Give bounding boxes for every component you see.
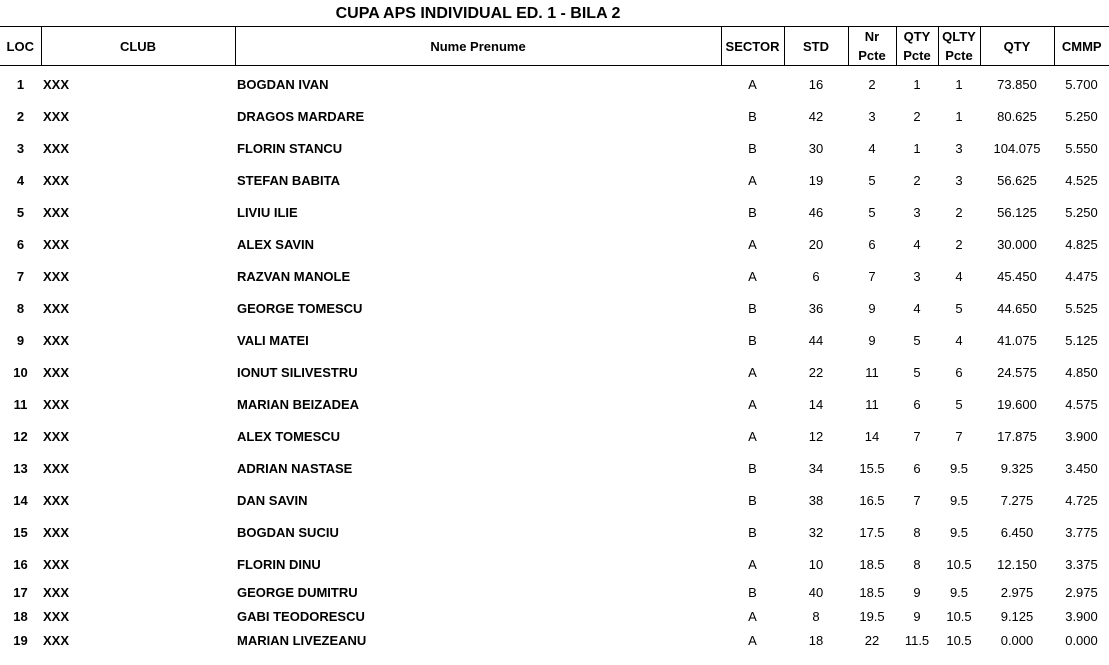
cell-club: XXX [43, 268, 70, 284]
cell-qlty-pcte: 6 [955, 364, 963, 380]
cell-loc: 5 [16, 204, 25, 220]
cell-qlty-pcte: 4 [955, 268, 963, 284]
cell-cmmp: 5.550 [1065, 140, 1098, 156]
cell-loc: 14 [13, 492, 28, 508]
cell-loc: 11 [13, 396, 28, 412]
cell-club: XXX [43, 204, 70, 220]
cell-qty-pcte: 3 [913, 204, 921, 220]
cell-sector: A [748, 236, 757, 252]
header-qty-pcte [896, 27, 938, 66]
cell-loc: 10 [13, 364, 28, 380]
table-row [0, 196, 1109, 228]
cell-cmmp: 4.825 [1065, 236, 1098, 252]
table-row [0, 260, 1109, 292]
cell-qlty-pcte: 3 [955, 172, 963, 188]
cell-name: FLORIN DINU [237, 556, 321, 572]
cell-loc: 15 [13, 524, 28, 540]
cell-std: 16 [808, 76, 824, 92]
cell-cmmp: 0.000 [1065, 632, 1098, 648]
cell-nr-pcte: 17.5 [859, 524, 885, 540]
cell-nr-pcte: 14 [864, 428, 880, 444]
cell-name: FLORIN STANCU [237, 140, 343, 156]
cell-club: XXX [43, 332, 70, 348]
cell-club: XXX [43, 584, 70, 600]
cell-std: 14 [808, 396, 824, 412]
cell-sector: B [748, 584, 757, 600]
cell-cmmp: 4.850 [1065, 364, 1098, 380]
cell-nr-pcte: 2 [868, 76, 876, 92]
table-row [0, 604, 1109, 628]
cell-cmmp: 3.450 [1065, 460, 1098, 476]
cell-sector: A [748, 632, 757, 648]
cell-qty: 73.850 [997, 76, 1037, 92]
cell-qlty-pcte: 2 [955, 236, 963, 252]
cell-cmmp: 5.250 [1065, 204, 1098, 220]
cell-cmmp: 5.700 [1065, 76, 1098, 92]
cell-nr-pcte: 11 [865, 364, 879, 380]
cell-nr-pcte: 19.5 [859, 608, 885, 624]
header-nr-pcte-line2: Pcte [858, 48, 886, 63]
table-row [0, 292, 1109, 324]
header-club: CLUB [41, 27, 235, 66]
cell-qlty-pcte: 9.5 [949, 460, 969, 476]
cell-qty: 6.450 [1000, 524, 1034, 540]
cell-loc: 1 [16, 76, 25, 92]
cell-cmmp: 5.250 [1065, 108, 1098, 124]
header-std: STD [784, 27, 848, 66]
table-row [0, 388, 1109, 420]
cell-cmmp: 4.725 [1065, 492, 1098, 508]
cell-name: STEFAN BABITA [237, 172, 341, 188]
cell-name: GEORGE DUMITRU [237, 584, 358, 600]
table-row [0, 580, 1109, 604]
cell-cmmp: 4.475 [1065, 268, 1098, 284]
table-row [0, 420, 1109, 452]
cell-club: XXX [43, 300, 70, 316]
table-row [0, 356, 1109, 388]
cell-sector: A [748, 428, 757, 444]
header-nr-pcte-line1: Nr [864, 29, 880, 44]
cell-name: DRAGOS MARDARE [237, 108, 365, 124]
cell-name: VALI MATEI [237, 332, 309, 348]
cell-club: XXX [43, 108, 70, 124]
cell-cmmp: 4.525 [1065, 172, 1098, 188]
cell-qlty-pcte: 9.5 [949, 524, 969, 540]
cell-sector: B [748, 204, 757, 220]
cell-qty: 0.000 [1000, 632, 1034, 648]
cell-sector: A [748, 556, 757, 572]
cell-cmmp: 5.525 [1065, 300, 1098, 316]
cell-cmmp: 4.575 [1065, 396, 1098, 412]
cell-loc: 12 [13, 428, 28, 444]
cell-name: GABI TEODORESCU [237, 608, 365, 624]
cell-loc: 4 [16, 172, 25, 188]
cell-nr-pcte: 5 [868, 204, 876, 220]
cell-loc: 17 [13, 584, 28, 600]
cell-std: 8 [812, 608, 820, 624]
header-sector: SECTOR [721, 27, 784, 66]
header-qty: QTY [980, 27, 1054, 66]
cell-nr-pcte: 3 [868, 108, 876, 124]
header-cmmp: CMMP [1054, 27, 1109, 66]
cell-club: XXX [43, 460, 70, 476]
cell-qty: 9.125 [1000, 608, 1034, 624]
cell-qty: 17.875 [997, 428, 1037, 444]
cell-qty: 45.450 [997, 268, 1037, 284]
cell-qty: 12.150 [997, 556, 1037, 572]
cell-qty-pcte: 8 [913, 556, 921, 572]
cell-club: XXX [43, 364, 70, 380]
cell-qty-pcte: 7 [913, 428, 921, 444]
cell-std: 32 [808, 524, 824, 540]
cell-club: XXX [43, 428, 70, 444]
cell-std: 12 [808, 428, 824, 444]
cell-std: 44 [808, 332, 824, 348]
cell-name: MARIAN LIVEZEANU [237, 632, 367, 648]
cell-qty: 2.975 [1000, 584, 1034, 600]
cell-nr-pcte: 6 [868, 236, 876, 252]
cell-qty: 24.575 [997, 364, 1037, 380]
cell-club: XXX [43, 140, 70, 156]
cell-qty-pcte: 9 [913, 584, 921, 600]
cell-loc: 19 [13, 632, 28, 648]
cell-std: 10 [808, 556, 824, 572]
table-row [0, 100, 1109, 132]
cell-cmmp: 3.775 [1065, 524, 1098, 540]
cell-name: BOGDAN IVAN [237, 76, 329, 92]
cell-sector: B [748, 140, 757, 156]
cell-sector: A [748, 268, 757, 284]
cell-club: XXX [43, 396, 70, 412]
header-qlty-pcte-line2: Pcte [945, 48, 973, 63]
cell-qty: 19.600 [997, 396, 1037, 412]
cell-qlty-pcte: 10.5 [946, 556, 972, 572]
cell-qty: 80.625 [997, 108, 1037, 124]
cell-sector: A [748, 608, 757, 624]
cell-nr-pcte: 7 [868, 268, 876, 284]
cell-sector: A [748, 76, 757, 92]
cell-cmmp: 5.125 [1065, 332, 1098, 348]
cell-name: ALEX SAVIN [237, 236, 315, 252]
cell-qlty-pcte: 9.5 [949, 584, 969, 600]
cell-qlty-pcte: 1 [955, 76, 963, 92]
results-table [0, 26, 1109, 652]
table-row [0, 516, 1109, 548]
cell-club: XXX [43, 556, 70, 572]
cell-qlty-pcte: 1 [955, 108, 963, 124]
table-row [0, 66, 1109, 101]
sheet-title: CUPA APS INDIVIDUAL ED. 1 - BILA 2 [335, 5, 621, 22]
cell-loc: 7 [16, 268, 25, 284]
cell-qty-pcte: 2 [913, 108, 921, 124]
cell-qty: 41.075 [997, 332, 1037, 348]
header-nr-pcte [848, 27, 896, 66]
cell-name: RAZVAN MANOLE [237, 268, 351, 284]
cell-club: XXX [43, 608, 70, 624]
table-row [0, 452, 1109, 484]
cell-qty-pcte: 5 [913, 364, 921, 380]
cell-nr-pcte: 22 [864, 632, 880, 648]
cell-nr-pcte: 9 [868, 332, 876, 348]
cell-loc: 18 [13, 608, 28, 624]
cell-name: LIVIU ILIE [237, 204, 298, 220]
cell-qlty-pcte: 3 [955, 140, 963, 156]
cell-std: 46 [808, 204, 824, 220]
cell-sector: A [748, 172, 757, 188]
cell-std: 22 [808, 364, 824, 380]
cell-nr-pcte: 18.5 [859, 584, 885, 600]
cell-qty-pcte: 1 [913, 140, 921, 156]
cell-cmmp: 3.900 [1065, 428, 1098, 444]
cell-qty-pcte: 11.5 [904, 632, 930, 648]
cell-std: 20 [808, 236, 824, 252]
cell-qty-pcte: 6 [913, 396, 921, 412]
cell-cmmp: 3.900 [1065, 608, 1098, 624]
cell-std: 38 [808, 492, 824, 508]
cell-loc: 8 [16, 300, 25, 316]
cell-std: 42 [808, 108, 824, 124]
results-body [0, 66, 1109, 653]
cell-sector: A [748, 364, 757, 380]
cell-sector: B [748, 108, 757, 124]
cell-nr-pcte: 9 [868, 300, 876, 316]
header-qlty-pcte [938, 27, 980, 66]
cell-qty: 56.125 [997, 204, 1037, 220]
cell-qty: 56.625 [997, 172, 1037, 188]
cell-club: XXX [43, 632, 70, 648]
cell-qlty-pcte: 4 [955, 332, 963, 348]
cell-qty: 44.650 [997, 300, 1037, 316]
cell-loc: 3 [16, 140, 25, 156]
cell-std: 36 [808, 300, 824, 316]
cell-club: XXX [43, 236, 70, 252]
cell-std: 34 [808, 460, 824, 476]
cell-qty: 9.325 [1000, 460, 1034, 476]
cell-cmmp: 3.375 [1065, 556, 1098, 572]
cell-nr-pcte: 15.5 [859, 460, 885, 476]
cell-name: ALEX TOMESCU [237, 428, 341, 444]
cell-loc: 9 [16, 332, 25, 348]
cell-std: 40 [808, 584, 824, 600]
cell-sector: B [748, 300, 757, 316]
header-loc: LOC [0, 27, 41, 66]
cell-qlty-pcte: 10.5 [946, 608, 972, 624]
cell-qty-pcte: 8 [913, 524, 921, 540]
cell-nr-pcte: 11 [865, 396, 879, 412]
cell-qty: 7.275 [1000, 492, 1034, 508]
cell-qty-pcte: 5 [913, 332, 921, 348]
table-row [0, 484, 1109, 516]
cell-sector: A [748, 396, 757, 412]
cell-nr-pcte: 4 [868, 140, 876, 156]
cell-sector: B [748, 460, 757, 476]
cell-sector: B [748, 332, 757, 348]
table-row [0, 548, 1109, 580]
table-row [0, 164, 1109, 196]
cell-name: ADRIAN NASTASE [237, 460, 353, 476]
cell-qlty-pcte: 5 [955, 396, 963, 412]
cell-std: 6 [812, 268, 820, 284]
cell-qty-pcte: 3 [913, 268, 921, 284]
header-qlty-pcte-line1: QLTY [942, 29, 976, 44]
cell-qlty-pcte: 9.5 [949, 492, 969, 508]
table-row [0, 228, 1109, 260]
cell-club: XXX [43, 172, 70, 188]
cell-qlty-pcte: 7 [955, 428, 963, 444]
cell-qty: 104.075 [993, 140, 1041, 156]
header-name: Nume Prenume [235, 27, 721, 66]
cell-sector: B [748, 524, 757, 540]
cell-nr-pcte: 16.5 [859, 492, 885, 508]
cell-loc: 2 [16, 108, 25, 124]
header-qty-pcte-line2: Pcte [903, 48, 931, 63]
cell-sector: B [748, 492, 757, 508]
cell-qty: 30.000 [997, 236, 1037, 252]
cell-std: 19 [808, 172, 824, 188]
cell-std: 18 [808, 632, 824, 648]
cell-name: GEORGE TOMESCU [237, 300, 363, 316]
cell-std: 30 [808, 140, 824, 156]
header-qty-pcte-line1: QTY [903, 29, 931, 44]
cell-club: XXX [43, 524, 70, 540]
cell-qlty-pcte: 5 [955, 300, 963, 316]
cell-qty-pcte: 4 [913, 236, 921, 252]
table-row [0, 628, 1109, 652]
cell-loc: 13 [13, 460, 28, 476]
cell-nr-pcte: 18.5 [859, 556, 885, 572]
cell-loc: 6 [16, 236, 25, 252]
cell-nr-pcte: 5 [868, 172, 876, 188]
cell-qty-pcte: 6 [913, 460, 921, 476]
cell-club: XXX [43, 76, 70, 92]
cell-qty-pcte: 7 [913, 492, 921, 508]
table-row [0, 324, 1109, 356]
cell-qty-pcte: 2 [913, 172, 921, 188]
cell-name: MARIAN BEIZADEA [237, 396, 360, 412]
cell-loc: 16 [13, 556, 28, 572]
table-row [0, 132, 1109, 164]
cell-name: BOGDAN SUCIU [237, 524, 339, 540]
cell-name: IONUT SILIVESTRU [237, 364, 358, 380]
cell-qty-pcte: 9 [913, 608, 921, 624]
cell-qlty-pcte: 2 [955, 204, 963, 220]
header-row [0, 27, 1109, 66]
cell-qty-pcte: 4 [913, 300, 921, 316]
cell-club: XXX [43, 492, 70, 508]
cell-cmmp: 2.975 [1065, 584, 1098, 600]
cell-name: DAN SAVIN [237, 492, 308, 508]
cell-qlty-pcte: 10.5 [946, 632, 972, 648]
cell-qty-pcte: 1 [913, 76, 921, 92]
